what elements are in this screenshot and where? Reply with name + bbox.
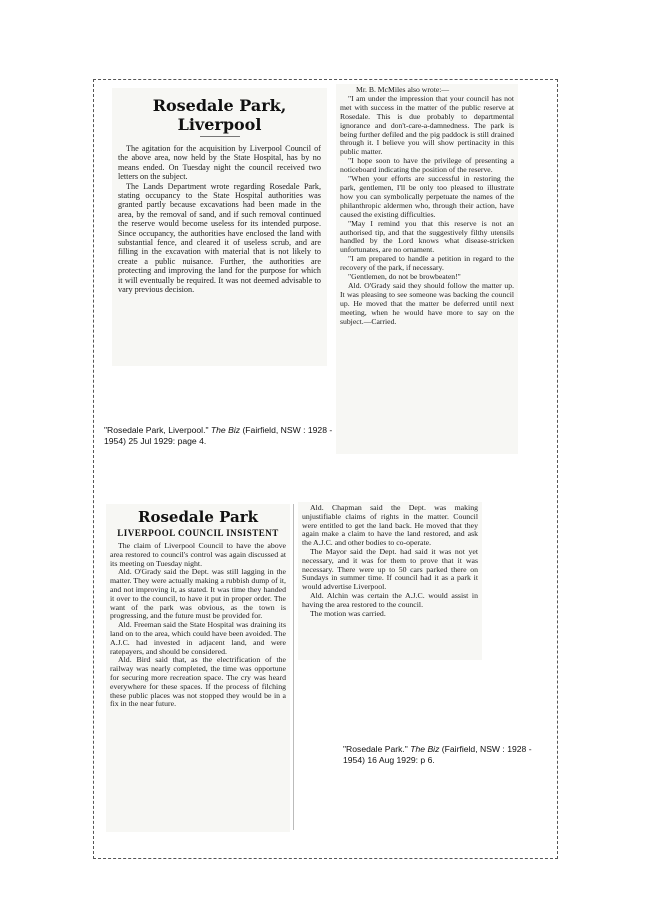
- paragraph: The agitation for the acquisition by Liverpool Council of the above area, now held by the State Hospital, has by no means ended. On Tuesday night the council received two letters on the subject.: [118, 144, 321, 182]
- paragraph: "I am under the impression that your council has not met with success in the matter of the public reserve at Rosedale. This is due probably to departmental ignorance and don't-care-a-damnedness. The park is being further defiled and the pig paddock is still drained through it. I believe you will show pertinacity in this public matter.: [340, 93, 514, 157]
- clipping-1-body-right: [340, 86, 514, 326]
- citation-details: (Fairfield, NSW : 1928 - 1954) 16 Aug 1929: p 6.: [343, 744, 532, 765]
- column-separator: [293, 504, 294, 830]
- citation-details: (Fairfield, NSW : 1928 - 1954) 25 Jul 1929: page 4.: [104, 425, 333, 446]
- citation-title: "Rosedale Park.": [343, 744, 408, 754]
- paragraph: Ald. O'Grady said the Dept. was still lagging in the matter. They were actually making a rubbish dump of it, and not improving it, as stated. It was time they handed it over to the council, to have it put in proper order. The want of the park was obvious, as the town is progressing, and the future must be provided for.: [110, 567, 286, 621]
- clipping-1-headline: Rosedale Park, Liverpool: [152, 96, 287, 134]
- clipping-1-body-left: [118, 144, 321, 295]
- clipping-2-column-1: [106, 504, 290, 832]
- paragraph: Ald. Chapman said the Dept. was making unjustifiable claims of rights in the matter. Council were entitled to get the land back. He moved that they again make a claim to have the land restored, and ask the A.J.C. and other bodies to co-operate.: [302, 503, 478, 548]
- citation-newspaper: The Biz: [210, 425, 241, 435]
- clipping-2-headline: Rosedale Park: [137, 508, 259, 526]
- paragraph: The claim of Liverpool Council to have the above area restored to council's control was again discussed at its meeting on Tuesday night.: [110, 541, 286, 568]
- paragraph: "I hope soon to have the privilege of presenting a noticeboard indicating the position of the reserve.: [340, 156, 514, 175]
- citation-newspaper: The Biz: [410, 744, 440, 754]
- headline-rule: [200, 136, 240, 138]
- clipping-2-body-right: [302, 504, 478, 618]
- paragraph: The Mayor said the Dept. had said it was not yet necessary, and it was for them to prove that it was necessary. There were up to 50 cars parked there on Sundays in summer time. If council had it as a park it would advertise Liverpool.: [302, 546, 478, 592]
- clipping-1-citation: [104, 425, 334, 447]
- clipping-1-column-1: [112, 88, 327, 366]
- paragraph: "Gentlemen, do not be browbeaten!": [348, 272, 461, 282]
- clipping-1-column-2: [336, 84, 518, 454]
- paragraph: "When your efforts are successful in restoring the park, gentlemen, I'll be only too pleased to illustrate how you can symbolically perpetuate the names of the philanthropic aldermen who, through their action, have caused the existing difficulties.: [340, 174, 514, 219]
- paragraph: Ald. O'Grady said they should follow the matter up. It was pleasing to see someone was backing the council up. He moved that the matter be deferred until next meeting, when he would have more to say on the subject.—Carried.: [340, 280, 514, 326]
- paragraph: "I am prepared to handle a petition in regard to the recovery of the park, if necessary.: [340, 254, 514, 273]
- paragraph: Ald. Bird said that, as the electrification of the railway was nearly completed, the time was opportune for securing more recreation space. The cry was heard everywhere for these spaces. If the process of filching these public places was not stopped they would be in a fix in the near future.: [110, 655, 286, 709]
- clipping-2-citation: [343, 744, 555, 766]
- letter-intro: Mr. B. McMiles also wrote:—: [356, 85, 450, 94]
- paragraph: "May I remind you that this reserve is not an authorised tip, and that the suggestively filthy utensils handled by the Lord knows what disease-stricken unfortunates, are no ornament.: [340, 218, 514, 255]
- clipping-2-column-2: [298, 502, 482, 660]
- clipping-2-subheadline: LIVERPOOL COUNCIL INSISTENT: [117, 528, 279, 538]
- paragraph: Ald. Alchin was certain the A.J.C. would assist in having the area restored to the council.: [302, 590, 478, 609]
- paragraph: The Lands Department wrote regarding Rosedale Park, stating occupancy to the State Hospital authorities was granted partly because excavations had been made in the area, by the removal of sand, and if such removal continued the reserve would become useless for its intended purpose. Since occupancy, the authorities have enclosed the land with substantial fence, and cleared it of useless scrub, and are filling in the excavation with material that is not likely to create a public nuisance. Further, the authorities are protecting and improving the land for the purpose for which it will eventually be required. It was not deemed advisable to vary previous decision.: [118, 181, 321, 295]
- clipping-2-body-left: [110, 542, 286, 709]
- paragraph: The motion was carried.: [310, 608, 386, 618]
- paragraph: Ald. Freeman said the State Hospital was draining its land on to the area, which could have been avoided. The A.J.C. had invested in adjacent land, and were ratepayers, and should be considered.: [110, 620, 286, 656]
- citation-title: "Rosedale Park, Liverpool.": [104, 425, 209, 435]
